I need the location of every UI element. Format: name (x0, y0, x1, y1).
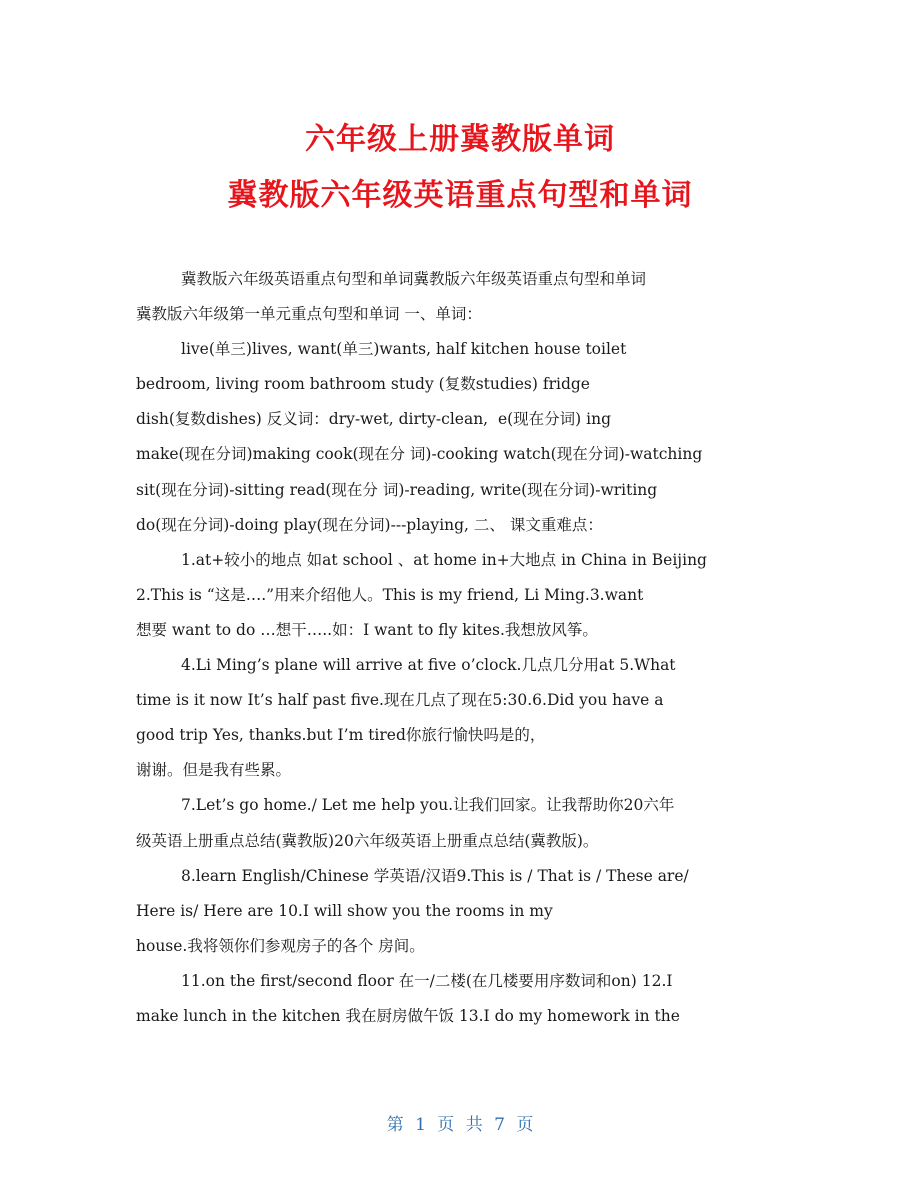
body-line: make lunch in the kitchen 我在厨房做午饭 13.I do my homework in the (136, 1006, 680, 1025)
body-line: good trip Yes, thanks.but I’m tired你旅行愉快吗是的， (136, 726, 546, 745)
body-line: sit(现在分词)-sitting read(现在分 词)-reading, write(现在分词)-writing (136, 480, 658, 499)
body-line: 冀教版六年级第一单元重点句型和单词 一、单词： (136, 305, 482, 324)
document-body (136, 262, 796, 1034)
body-line: 8.learn English/Chinese 学英语/汉语9.This is / That is / These are/ (181, 866, 689, 885)
body-line: 2.This is “这是….”用来介绍他人。This is my friend, Li Ming.3.want (136, 585, 644, 604)
document-title-line-2: 冀教版六年级英语重点句型和单词 (227, 178, 693, 213)
body-line: 想要 want to do …想干…..如：I want to fly kites.我想放风筝。 (136, 620, 598, 639)
body-line: 4.Li Ming’s plane will arrive at five o’clock.几点几分用at 5.What (181, 656, 676, 675)
body-line: Here is/ Here are 10.I will show you the rooms in my (136, 901, 553, 920)
body-line: time is it now It’s half past five.现在几点了现在5:30.6.Did you have a (136, 691, 664, 710)
page-footer: 第 1 页 共 7 页 (386, 1115, 534, 1135)
body-line: 谢谢。但是我有些累。 (136, 761, 292, 780)
body-line: 1.at+较小的地点 如at school 、at home in+大地点 in China in Beijing (181, 550, 707, 569)
body-line: make(现在分词)making cook(现在分 词)-cooking watch(现在分词)-watching (136, 445, 703, 464)
title-block (0, 112, 920, 224)
body-line: dish(复数dishes) 反义词：dry-wet, dirty-clean, e(现在分词) ing (136, 410, 612, 429)
body-line: live(单三)lives, want(单三)wants, half kitchen house toilet (181, 340, 627, 359)
body-line: 冀教版六年级英语重点句型和单词冀教版六年级英语重点句型和单词 (181, 270, 647, 288)
document-title-line-1: 六年级上册冀教版单词 (305, 122, 615, 157)
body-line: house.我将领你们参观房子的各个 房间。 (136, 936, 425, 955)
body-line: 11.on the first/second floor 在一/二楼(在几楼要用序数词和on) 12.I (181, 971, 673, 990)
body-line: do(现在分词)-doing play(现在分词)---playing, 二、 课文重难点： (136, 515, 603, 534)
body-line: bedroom, living room bathroom study (复数studies) fridge (136, 375, 590, 394)
body-line: 级英语上册重点总结(冀教版)20六年级英语上册重点总结(冀教版)。 (136, 831, 599, 850)
body-line: 7.Let’s go home./ Let me help you.让我们回家。让我帮助你20六年 (181, 796, 675, 815)
